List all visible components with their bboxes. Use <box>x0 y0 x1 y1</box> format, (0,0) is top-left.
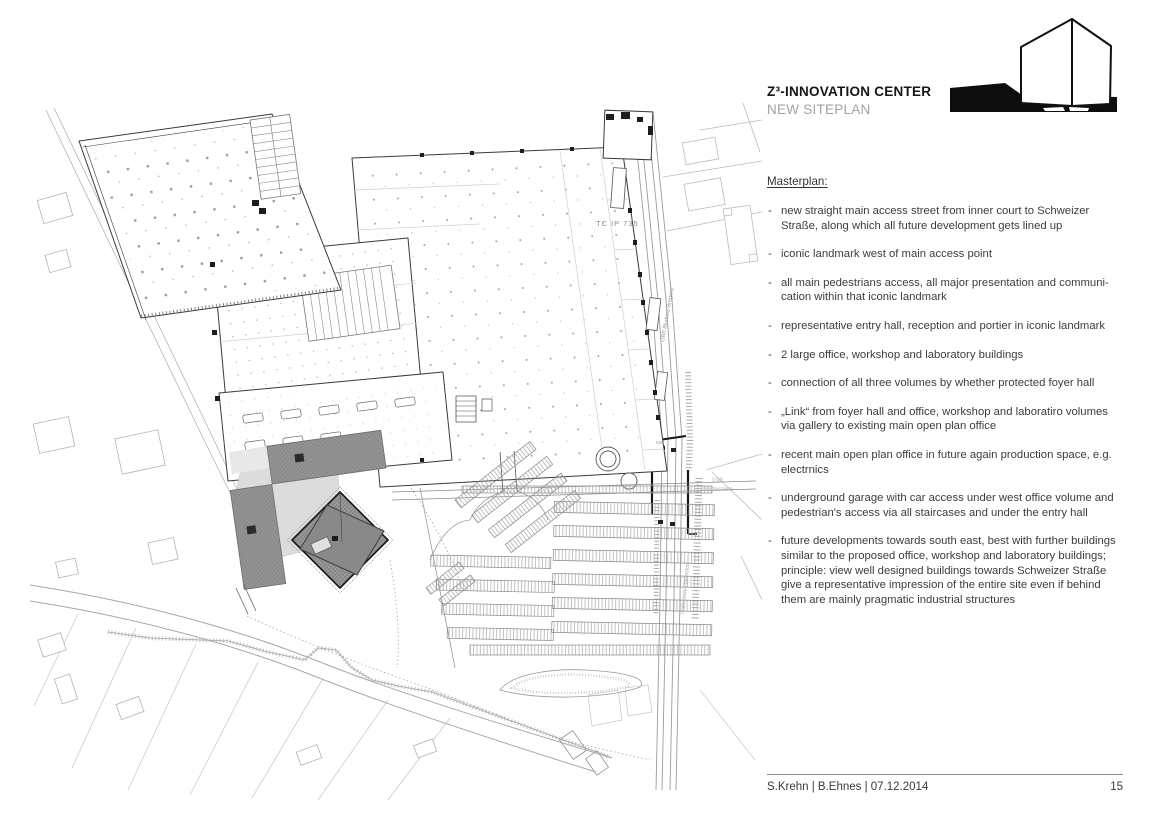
bullet-dash: - <box>768 535 772 548</box>
stop-name-label: Haltestelle <box>703 486 734 493</box>
masterplan-list <box>767 204 1123 607</box>
bullet-dash: - <box>768 377 772 390</box>
list-item <box>767 491 1123 520</box>
page-title: Z³-INNOVATION CENTER <box>767 84 932 99</box>
list-item-text: representative entry hall, reception and portier in iconic landmark <box>781 319 1106 332</box>
svg-text:038: 038 <box>656 440 664 445</box>
list-item-text: 2 large office, workshop and laboratory buildings <box>781 348 1024 361</box>
list-item-text: iconic landmark west of main access point <box>781 248 992 261</box>
list-item <box>767 319 1123 334</box>
list-item <box>767 247 1123 262</box>
list-item-text: new straight main access street from inner court to Schweizer Straße, along which all future development gets lined up <box>781 205 1090 232</box>
page-subtitle: NEW SITEPLAN <box>767 102 871 117</box>
rail-line-label: ÖBB Bludenz-Bregenz <box>660 286 676 343</box>
context-southwest-parcels <box>34 614 450 800</box>
list-item-text: future developments towards south east, best with further buildings similar to the proposed office, workshop and laboratory buildings; principle: view well designed buildings towards Schweizer Straße give a representative impression of the entire site even if behind them are mainly pragmatic industrial structures <box>781 535 1116 606</box>
content-column <box>767 84 1123 621</box>
list-item-text: „Link“ from foyer hall and office, workshop and laboratiro volumes via gallery to existing main open plan office <box>781 405 1108 433</box>
bullet-dash: - <box>768 492 772 505</box>
context-east <box>663 103 762 760</box>
bullet-dash: - <box>768 276 772 289</box>
bullet-dash: - <box>768 319 772 332</box>
bullet-dash: - <box>768 248 772 261</box>
new-buildings <box>229 430 393 614</box>
page-number: 15 <box>1110 781 1123 793</box>
list-item-text: underground garage with car access under west office volume and pedestrian's access via all staircases and under the entry hall <box>781 492 1114 519</box>
tc-marker-label: TC IP 735 <box>596 219 639 228</box>
list-item <box>767 276 1123 305</box>
footer-divider <box>767 774 1123 775</box>
bullet-dash: - <box>768 448 772 461</box>
list-item <box>767 204 1123 233</box>
bullet-dash: - <box>768 205 772 217</box>
list-item <box>767 348 1123 363</box>
list-item-text: connection of all three volumes by whether protected foyer hall <box>781 377 1095 390</box>
footer-credits: S.Krehn | B.Ehnes | 07.12.2014 <box>767 781 929 793</box>
list-item-text: recent main open plan office in future again production space, e.g. electrnics <box>781 448 1112 476</box>
list-item <box>767 448 1123 477</box>
station-label: Haltestelle Hatlerdorf <box>680 562 692 615</box>
footer <box>767 781 1123 793</box>
list-item-text: all main pedestrians access, all major presentation and communi-cation within that iconic landmark <box>781 276 1109 304</box>
bullet-dash: - <box>768 348 772 361</box>
stop-number-label: 038 <box>712 477 723 484</box>
list-item <box>767 405 1123 434</box>
masterplan-heading: Masterplan: <box>767 175 828 188</box>
bullet-dash: - <box>768 405 772 418</box>
list-item <box>767 534 1123 607</box>
list-item <box>767 376 1123 391</box>
